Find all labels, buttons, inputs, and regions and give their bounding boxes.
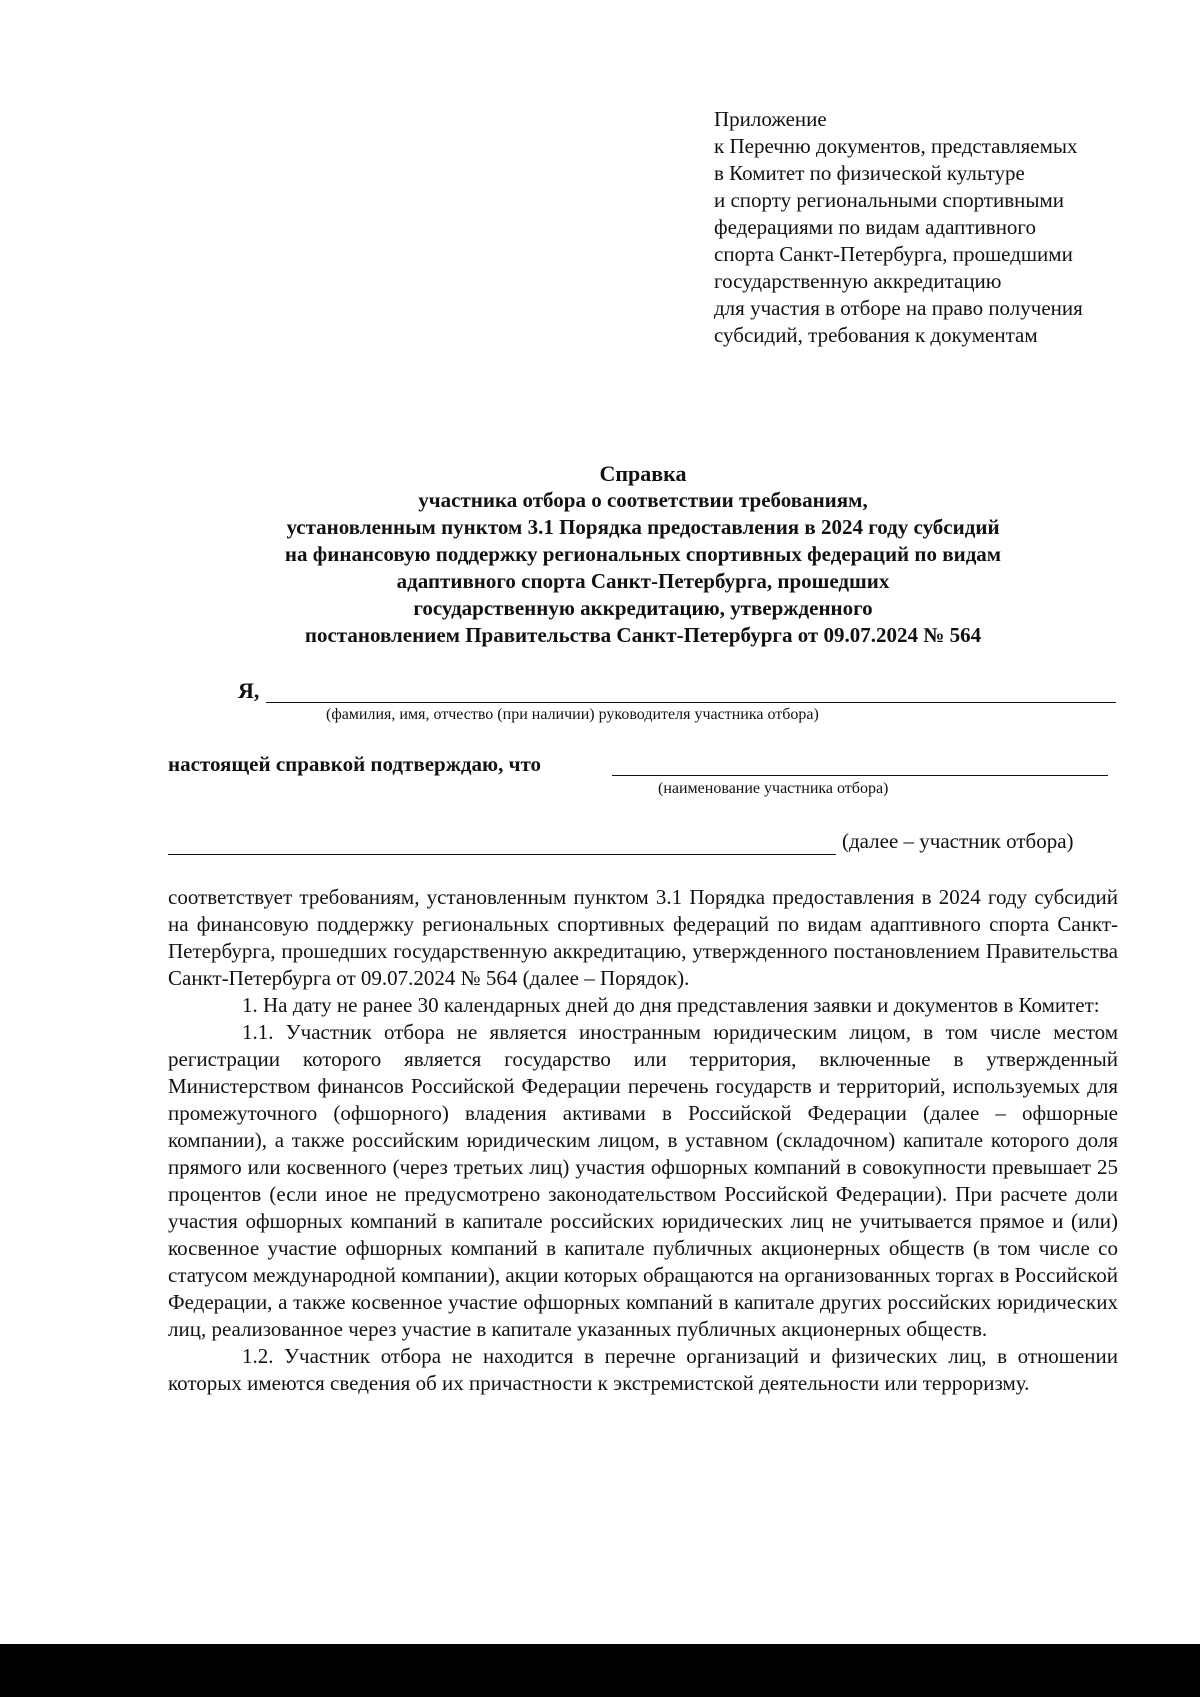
title-main: Справка [599,461,687,486]
appendix-line: Приложение [714,107,827,131]
participant-name-caption: (наименование участника отбора) [658,780,889,797]
appendix-line: к Перечню документов, представляемых [714,134,1078,158]
appendix-line: государственную аккредитацию [714,269,1002,293]
title-line: государственную аккредитацию, утвержденного [413,596,873,620]
appendix-line: спорта Санкт-Петербурга, прошедшими [714,242,1073,266]
appendix-line: федерациями по видам адаптивного [714,215,1037,239]
appendix-note [714,106,1184,349]
appendix-line: в Комитет по физической культуре [714,161,1025,185]
ya-label: Я, [238,678,260,703]
paragraph-1-1: 1.1. Участник отбора не является иностранным юридическим лицом, в том числе местом регистрации которого является государство или территория, включенные в утвержденный Министерством финансов Российской Федерации перечень государств и территорий, используемых для промежуточного (офшорного) владения активами в Российской Федерации (далее – офшорные компании), а также российским юридическим лицом, в уставном (складочном) капитале которого доля прямого или косвенного (через третьих лиц) участия офшорных компаний в совокупности превышает 25 процентов (если иное не предусмотрено законодательством Российской Федерации). При расчете доли участия офшорных компаний в капитале российских юридических лиц не учитывается прямое и (или) косвенное участие офшорных компаний в капитале публичных акционерных обществ (в том числе со статусом международной компании), акции которых обращаются на организованных торгах в Российской Федерации, а также косвенное участие офшорных компаний в капитале других российских юридических лиц, реализованное через участие в капитале указанных публичных акционерных обществ. [168,1020,1118,1341]
participant-name-field[interactable] [612,775,1108,776]
title-line: установленным пунктом 3.1 Порядка предоставления в 2024 году субсидий [286,515,1000,539]
further-label: (далее – участник отбора) [842,829,1074,853]
title-line: адаптивного спорта Санкт-Петербурга, прошедших [396,569,890,593]
appendix-line: для участия в отборе на право получения [714,296,1083,320]
document-title [168,460,1118,649]
head-name-caption: (фамилия, имя, отчество (при наличии) руководителя участника отбора) [326,706,819,723]
appendix-line: субсидий, требования к документам [714,323,1038,347]
participant-name-field-continued[interactable] [168,854,836,855]
title-line: участника отбора о соответствии требованиям, [418,488,868,512]
appendix-line: и спорту региональными спортивными [714,188,1065,212]
paragraph-1: 1. На дату не ранее 30 календарных дней до дня представления заявки и документов в Комитет: [242,993,1100,1017]
document-body [168,884,1118,1397]
title-line: постановлением Правительства Санкт-Петербурга от 09.07.2024 № 564 [304,623,982,647]
head-name-field[interactable] [266,702,1116,703]
confirm-label: настоящей справкой подтверждаю, что [168,752,541,776]
title-line: на финансовую поддержку региональных спортивных федераций по видам [284,542,1002,566]
paragraph-1-2: 1.2. Участник отбора не находится в перечне организаций и физических лиц, в отношении которых имеются сведения об их причастности к экстремистской деятельности или терроризму. [168,1344,1118,1395]
intro-paragraph: соответствует требованиям, установленным пунктом 3.1 Порядка предоставления в 2024 году субсидий на финансовую поддержку региональных спортивных федераций по видам адаптивного спорта Санкт-Петербурга, прошедших государственную аккредитацию, утвержденного постановлением Правительства Санкт-Петербурга от 09.07.2024 № 564 (далее – Порядок). [168,885,1118,990]
